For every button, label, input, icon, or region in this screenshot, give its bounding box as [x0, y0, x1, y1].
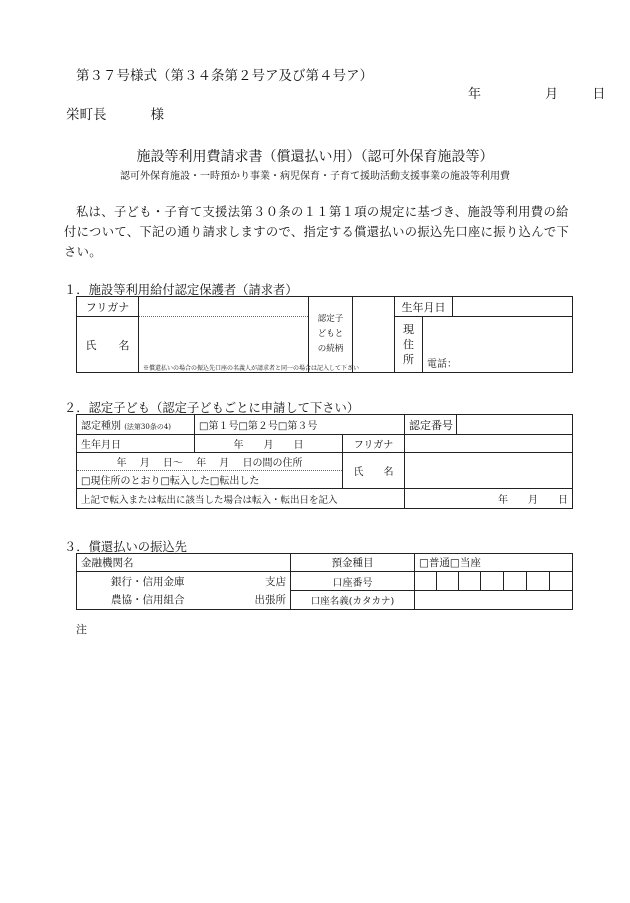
applicant-address-field[interactable] — [423, 317, 573, 353]
account-digit[interactable] — [481, 572, 504, 591]
form-number: 第３７号様式（第３４条第２号ア及び第４号ア） — [76, 68, 373, 84]
bank-types-2[interactable]: 農協・信用組合 — [77, 591, 189, 610]
name-note: ※償還払いの場合の振込先口座の名義人が請求者と同一の場合は記入して下さい — [139, 353, 309, 373]
child-name-label: 氏 名 — [343, 453, 405, 489]
applicant-birthdate-field[interactable] — [453, 297, 573, 317]
request-statement: 私は、子ども・子育て支援法第３０条の１１第１項の規定に基づき、施設等利用費の給付について、下記の通り請求しますので、指定する償還払いの振込先口座に振り込んで下さい。 — [64, 205, 570, 259]
account-digit[interactable] — [437, 572, 459, 591]
relation-label: 認定子 どもと の続柄 — [309, 297, 353, 373]
cert-number-field[interactable] — [457, 415, 573, 435]
child-birthdate-label: 生年月日 — [77, 435, 195, 453]
residence-options[interactable]: □現住所のとおり□転入した□転出した — [77, 471, 343, 489]
child-furigana-label: フリガナ — [343, 435, 405, 453]
child-name-field[interactable] — [405, 453, 573, 489]
child-birthdate-field[interactable]: 年 月 日 — [195, 435, 343, 453]
phone-label: 電話： — [427, 358, 457, 370]
account-digit[interactable] — [550, 572, 573, 591]
section1-heading: １．施設等利用給付認定保護者（請求者） — [64, 283, 298, 297]
note-label: 注 — [76, 623, 87, 636]
page-subtitle: 認可外保育施設・一時預かり事業・病児保育・子育て援助活動支援事業の施設等利用費 — [120, 171, 510, 182]
header-date — [468, 83, 605, 102]
account-digit[interactable] — [527, 572, 550, 591]
date-day-label: 日 — [592, 87, 606, 102]
applicant-phone-field[interactable] — [423, 353, 573, 373]
category-options[interactable]: □第１号□第２号□第３号 — [195, 415, 405, 435]
bank-name-label: 金融機関名 — [77, 554, 291, 572]
date-month-label: 月 — [545, 87, 559, 102]
date-year-label: 年 — [468, 87, 482, 102]
addressee-name: 栄町長 — [66, 107, 107, 123]
branch-2[interactable]: 出張所 — [189, 591, 291, 610]
deposit-options[interactable]: □普通□当座 — [415, 554, 573, 572]
account-holder-label: 口座名義(カタカナ) — [291, 591, 415, 610]
page-title: 施設等利用費請求書（償還払い用）（認可外保育施設等） — [136, 149, 494, 165]
applicant-table — [76, 296, 573, 373]
child-table — [76, 414, 573, 509]
applicant-birthdate-label: 生年月日 — [395, 297, 453, 317]
branch-1[interactable]: 支店 — [189, 572, 291, 591]
section2-heading: ２．認定子ども（認定子どもごとに申請して下さい） — [64, 401, 360, 415]
account-digit[interactable] — [415, 572, 437, 591]
move-date-field[interactable]: 年 月 日 — [405, 489, 573, 509]
applicant-name-label: 氏 名 — [77, 317, 139, 373]
address-label: 現 住 所 — [395, 317, 423, 373]
addressee-suffix: 様 — [150, 107, 164, 123]
account-digit[interactable] — [504, 572, 527, 591]
applicant-furigana-field[interactable] — [139, 297, 309, 317]
bank-table — [76, 553, 573, 610]
deposit-type-label: 預金種目 — [291, 554, 415, 572]
applicant-furigana-label: フリガナ — [77, 297, 139, 317]
bank-types-1[interactable]: 銀行・信用金庫 — [77, 572, 189, 591]
applicant-name-field[interactable] — [139, 317, 309, 353]
residence-period: 年 月 日～ 年 月 日の間の住所 — [77, 453, 343, 471]
relation-field[interactable] — [353, 297, 395, 373]
category-label: 認定種別 (法第30条の4) — [77, 415, 195, 435]
account-holder-field[interactable] — [415, 591, 573, 610]
move-note: 上記で転入または転出に該当した場合は転入・転出日を記入 — [77, 489, 405, 509]
section3-heading: ３．償還払いの振込先 — [64, 540, 187, 554]
account-number-label: 口座番号 — [291, 572, 415, 591]
child-furigana-field[interactable] — [405, 435, 573, 453]
addressee — [66, 103, 164, 123]
cert-number-label: 認定番号 — [405, 415, 457, 435]
account-digit[interactable] — [459, 572, 481, 591]
